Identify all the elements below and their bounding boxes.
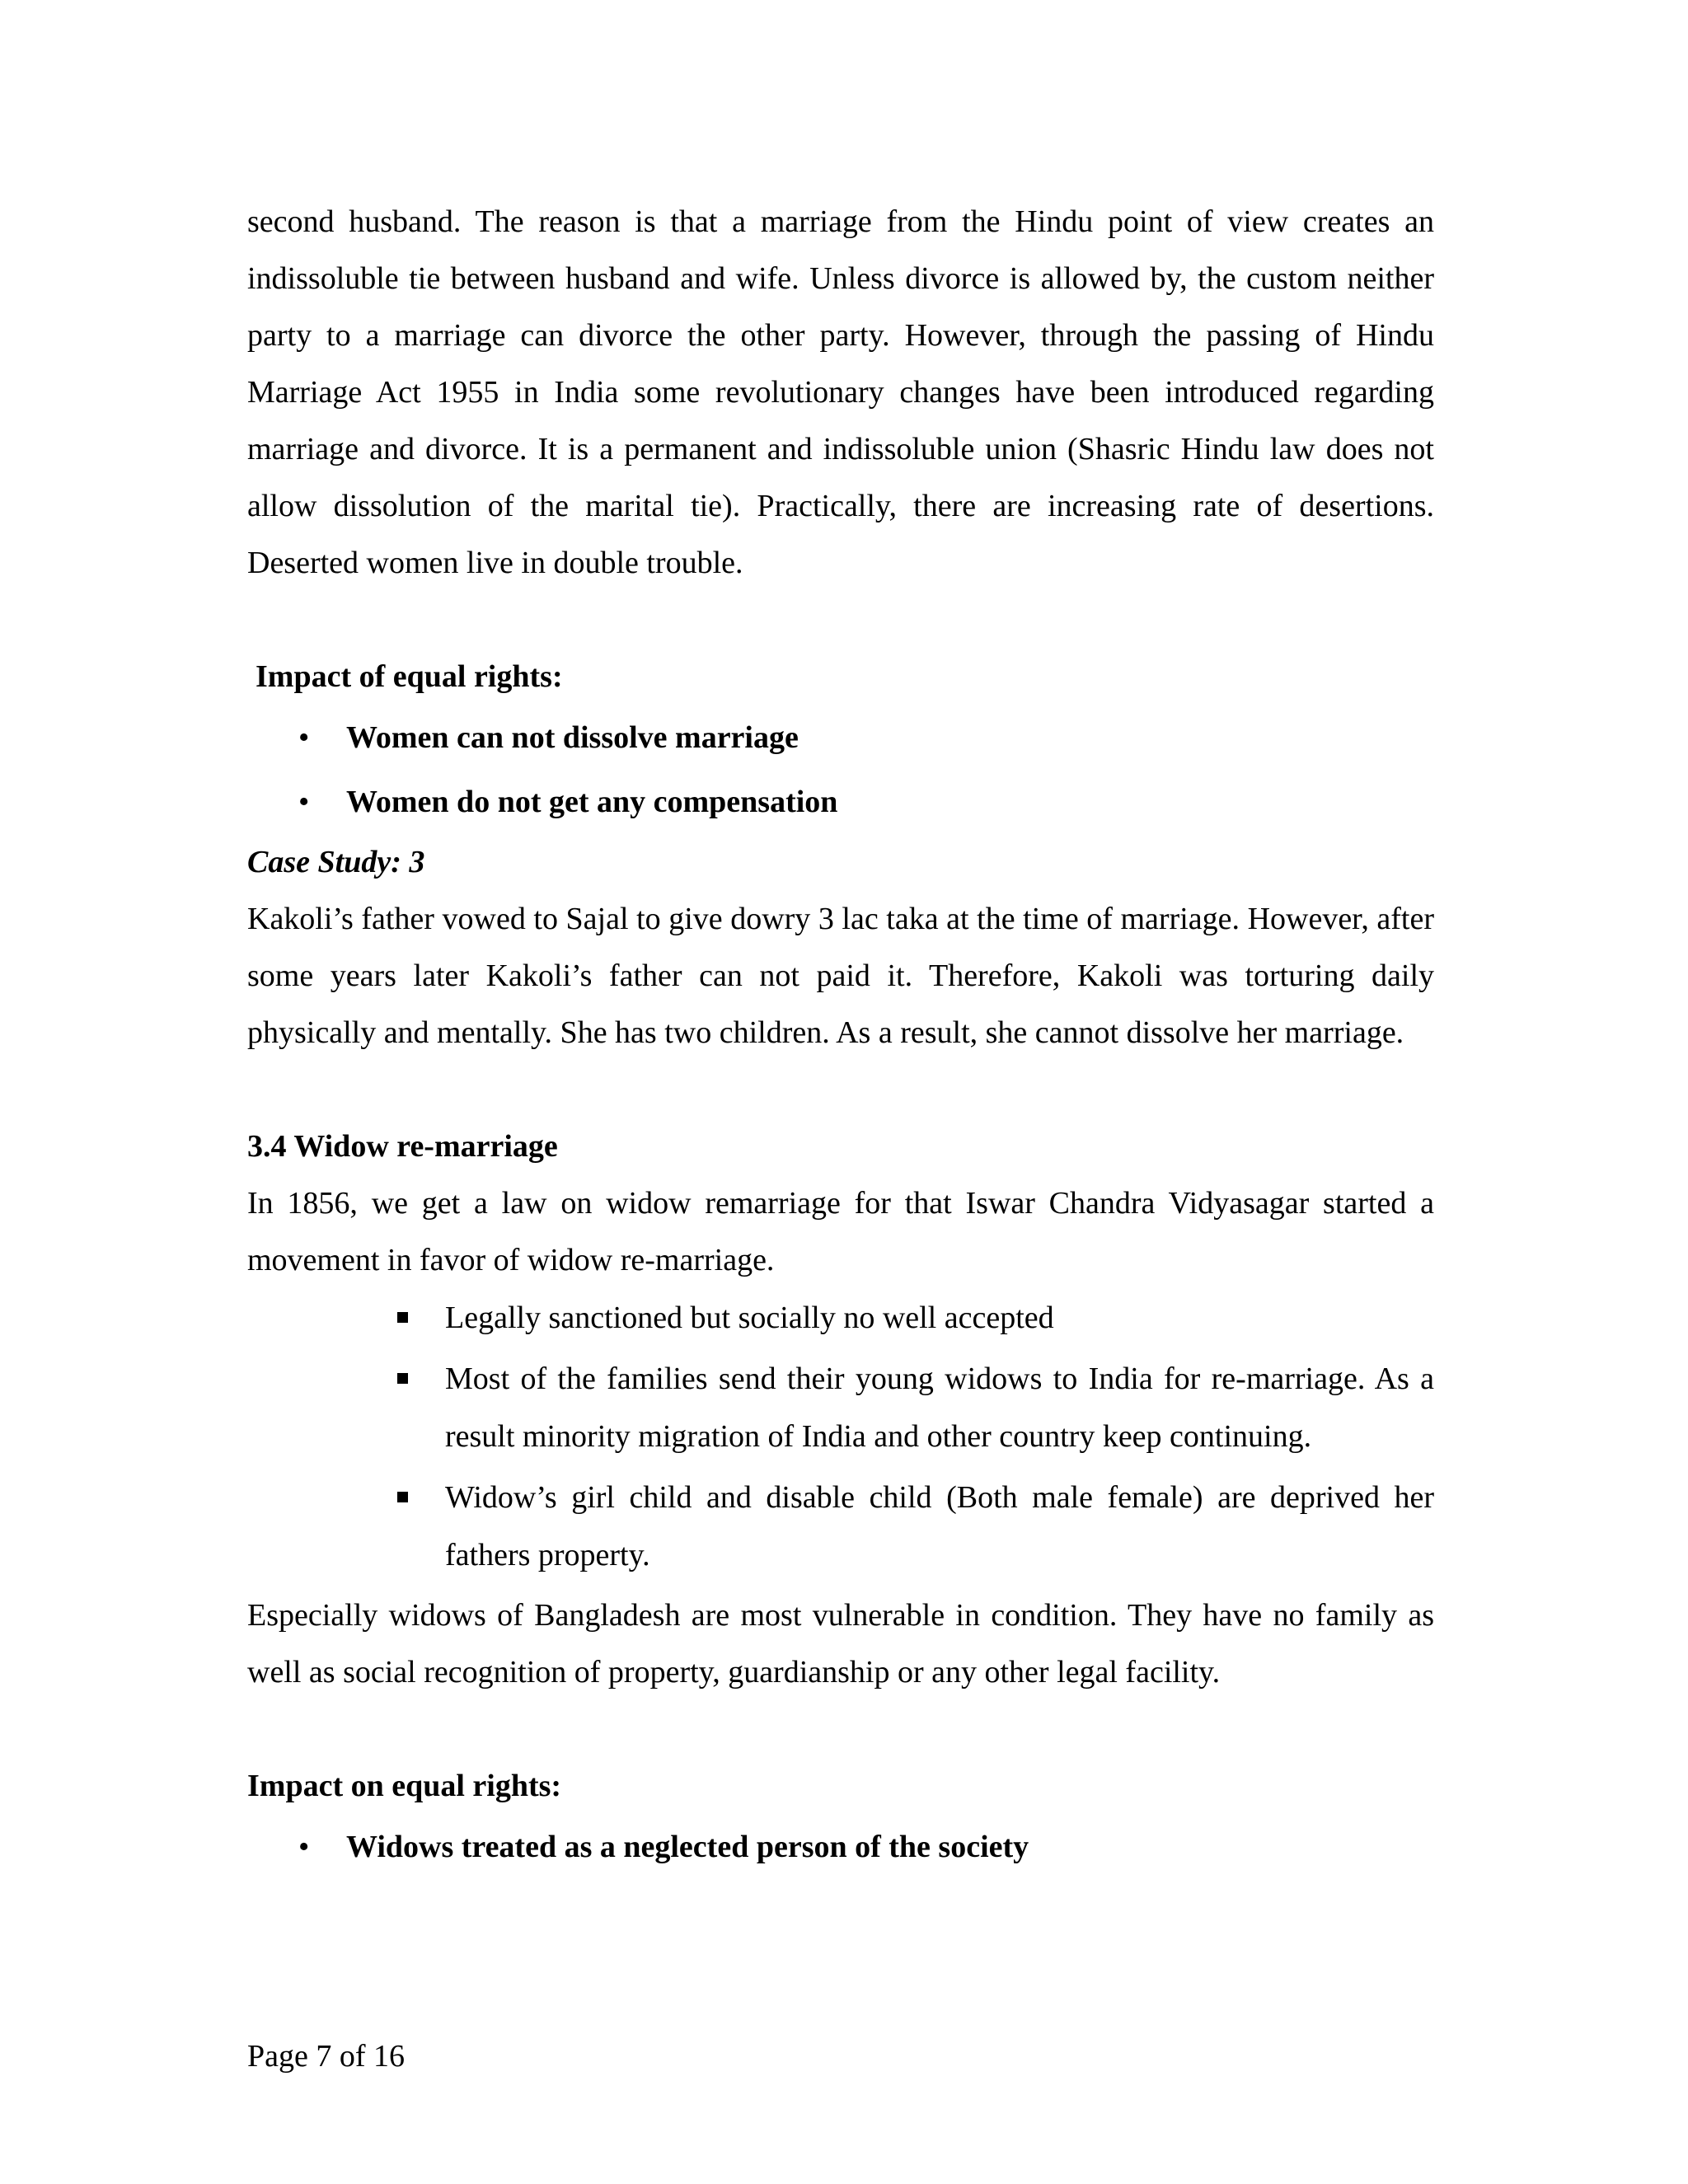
list-item: [247, 1815, 1434, 1879]
square-bullet-icon: [397, 1312, 408, 1323]
list-item-text: Widows treated as a neglected person of the society: [346, 1830, 1029, 1864]
list-item: [247, 770, 1434, 834]
case-study-paragraph: Kakoli’s father vowed to Sajal to give dowry 3 lac taka at the time of marriage. However, after some years later Kakoli’s father can not paid it. Therefore, Kakoli was torturing daily physically and mentally. She has two children. As a result, she cannot dissolve her marriage.: [247, 902, 1434, 1050]
widow-vulnerability-paragraph: Especially widows of Bangladesh are most vulnerable in condition. They have no family as well as social recognition of property, guardianship or any other legal facility.: [247, 1598, 1434, 1690]
section-heading-widow-remarriage: 3.4 Widow re-marriage: [247, 1129, 558, 1164]
page-content: [247, 194, 1434, 1879]
impact-on-equal-rights-list: [247, 1815, 1434, 1879]
list-item: [247, 1350, 1434, 1465]
list-item: [247, 705, 1434, 770]
widow-remarriage-list: [247, 1289, 1434, 1584]
list-item-text: Widow’s girl child and disable child (Both male female) are deprived her fathers property.: [445, 1480, 1434, 1572]
bullet-icon: •: [298, 785, 310, 819]
impact-of-equal-rights-list: [247, 705, 1434, 834]
bullet-icon: •: [298, 720, 310, 755]
list-item-text: Women can not dissolve marriage: [346, 720, 799, 755]
page-number-footer: Page 7 of 16: [247, 2039, 406, 2074]
impact-on-equal-rights-heading: Impact on equal rights:: [247, 1769, 562, 1803]
list-item-text: Legally sanctioned but socially no well accepted: [445, 1301, 1054, 1335]
impact-of-equal-rights-heading: Impact of equal rights:: [256, 659, 563, 694]
list-item-text: Women do not get any compensation: [346, 785, 838, 819]
bullet-icon: •: [298, 1830, 310, 1864]
case-study-heading: Case Study: 3: [247, 845, 425, 879]
list-item: [247, 1289, 1434, 1347]
list-item-text: Most of the families send their young widows to India for re-marriage. As a result minority migration of India and other country keep continuing.: [445, 1361, 1434, 1454]
square-bullet-icon: [397, 1373, 408, 1384]
body-paragraph-hindu-marriage: second husband. The reason is that a marriage from the Hindu point of view creates an indissoluble tie between husband and wife. Unless divorce is allowed by, the custom neither party to a marriage can divorce the other party. However, through the passing of Hindu Marriage Act 1955 in India some revolutionary changes have been introduced regarding marriage and divorce. It is a permanent and indissoluble union (Shasric Hindu law does not allow dissolution of the marital tie). Practically, there are increasing rate of desertions. Deserted women live in double trouble.: [247, 204, 1434, 580]
square-bullet-icon: [397, 1492, 408, 1502]
list-item: [247, 1469, 1434, 1584]
widow-remarriage-intro: In 1856, we get a law on widow remarriage for that Iswar Chandra Vidyasagar started a movement in favor of widow re-marriage.: [247, 1186, 1434, 1277]
